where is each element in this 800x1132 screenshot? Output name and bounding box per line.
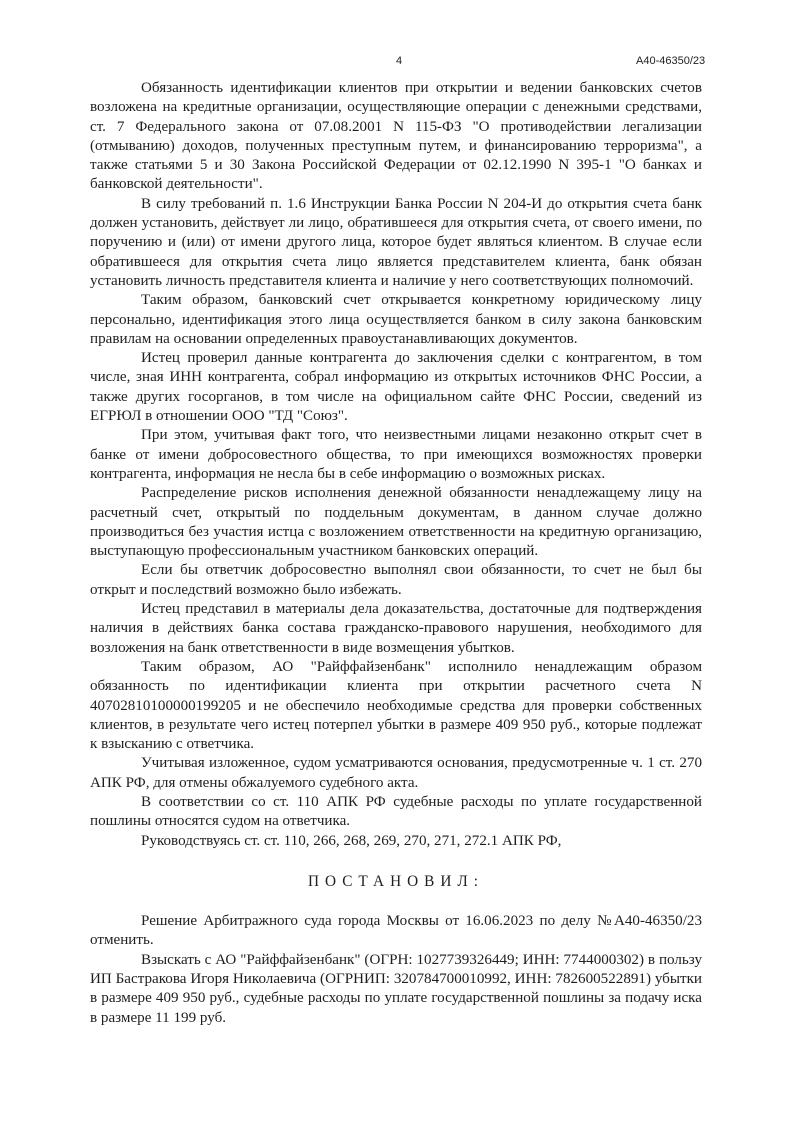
case-number: А40-46350/23	[636, 55, 706, 67]
paragraph: Распределение рисков исполнения денежной обязанности ненадлежащему лицу на расчетный счет, открытый по поддельным документам, в данном случае должно производиться без участия истца с возложением ответственности на кредитную организацию, выступающую профессиональным участником банковских операций.	[90, 485, 702, 560]
paragraph: Обязанность идентификации клиентов при открытии и ведении банковских счетов возложена на кредитные организации, осуществляющие операции с денежными средствами, ст. 7 Федерального закона от 07.08.2001 N 115-ФЗ "О противодействии легализации (отмыванию) доходов, полученных преступным путем, и финансированию терроризма", а также статьями 5 и 30 Закона Российской Федерации от 02.12.1990 N 395-1 "О банках и банковской деятельности".	[90, 80, 702, 193]
paragraph: Таким образом, банковский счет открывается конкретному юридическому лицу персонально, идентификация этого лица осуществляется банком в силу закона банковским правилам на основании определенных правоустанавливающих документов.	[90, 292, 702, 347]
resolution-heading: ПОСТАНОВИЛ:	[307, 872, 485, 890]
resolution-paragraph: Решение Арбитражного суда города Москвы от 16.06.2023 по делу №А40-46350/23 отменить.	[90, 913, 702, 949]
paragraph: Истец проверил данные контрагента до заключения сделки с контрагентом, в том числе, зная ИНН контрагента, собрал информацию из открытых источников ФНС России, а также других госорганов, в том числе на официальном сайте ФНС России, сведений из ЕГРЮЛ в отношении ООО "ТД "Союз".	[90, 350, 702, 425]
paragraph: Руководствуясь ст. ст. 110, 266, 268, 269, 270, 271, 272.1 АПК РФ,	[141, 832, 562, 849]
paragraph: При этом, учитывая факт того, что неизвестными лицами незаконно открыт счет в банке от имени добросовестного общества, то при имеющихся возможностях проверки контрагента, информация не несла бы в себе информацию о возможных рисках.	[90, 427, 702, 482]
document-body	[90, 79, 702, 1028]
page-number: 4	[396, 55, 403, 67]
resolution-paragraph: Взыскать с АО "Райффайзенбанк" (ОГРН: 1027739326449; ИНН: 7744000302) в пользу ИП Бастракова Игоря Николаевича (ОГРНИП: 320784700010992, ИНН: 782600522891) убытки в размере 409 950 руб., судебные расходы по уплате государственной пошлины за подачу иска в размере 11 199 руб.	[90, 951, 702, 1026]
paragraph: В соответствии со ст. 110 АПК РФ судебные расходы по уплате государственной пошлины относятся судом на ответчика.	[90, 793, 702, 830]
paragraph: В силу требований п. 1.6 Инструкции Банка России N 204-И до открытия счета банк должен установить, действует ли лицо, обратившееся для открытия счета, от своего имени, по поручению и (или) от имени другого лица, которое будет являться клиентом. В случае если обратившееся для открытия счета лицо является представителем клиента, банк обязан установить личность представителя клиента и наличие у него соответствующих полномочий.	[90, 195, 702, 289]
paragraph: Таким образом, АО "Райффайзенбанк" исполнило ненадлежащим образом обязанность по идентификации клиента при открытии расчетного счета N 40702810100000199205 и не обеспечило необходимые средства для проверки собственных клиентов, в результате чего истец потерпел убытки в размере 409 950 руб., которые подлежат к взысканию с ответчика.	[90, 658, 702, 753]
paragraph: Истец представил в материалы дела доказательства, достаточные для подтверждения наличия в действиях банка состава гражданско-правового нарушения, необходимого для возложения на банк ответственности в виде возмещения убытков.	[90, 601, 702, 656]
resolution-section	[90, 912, 702, 1028]
paragraph: Если бы ответчик добросовестно выполнял свои обязанности, то счет не был бы открыт и последствий возможно было избежать.	[90, 562, 702, 598]
paragraph: Учитывая изложенное, судом усматриваются основания, предусмотренные ч. 1 ст. 270 АПК РФ, для отмены обжалуемого судебного акта.	[90, 755, 702, 791]
